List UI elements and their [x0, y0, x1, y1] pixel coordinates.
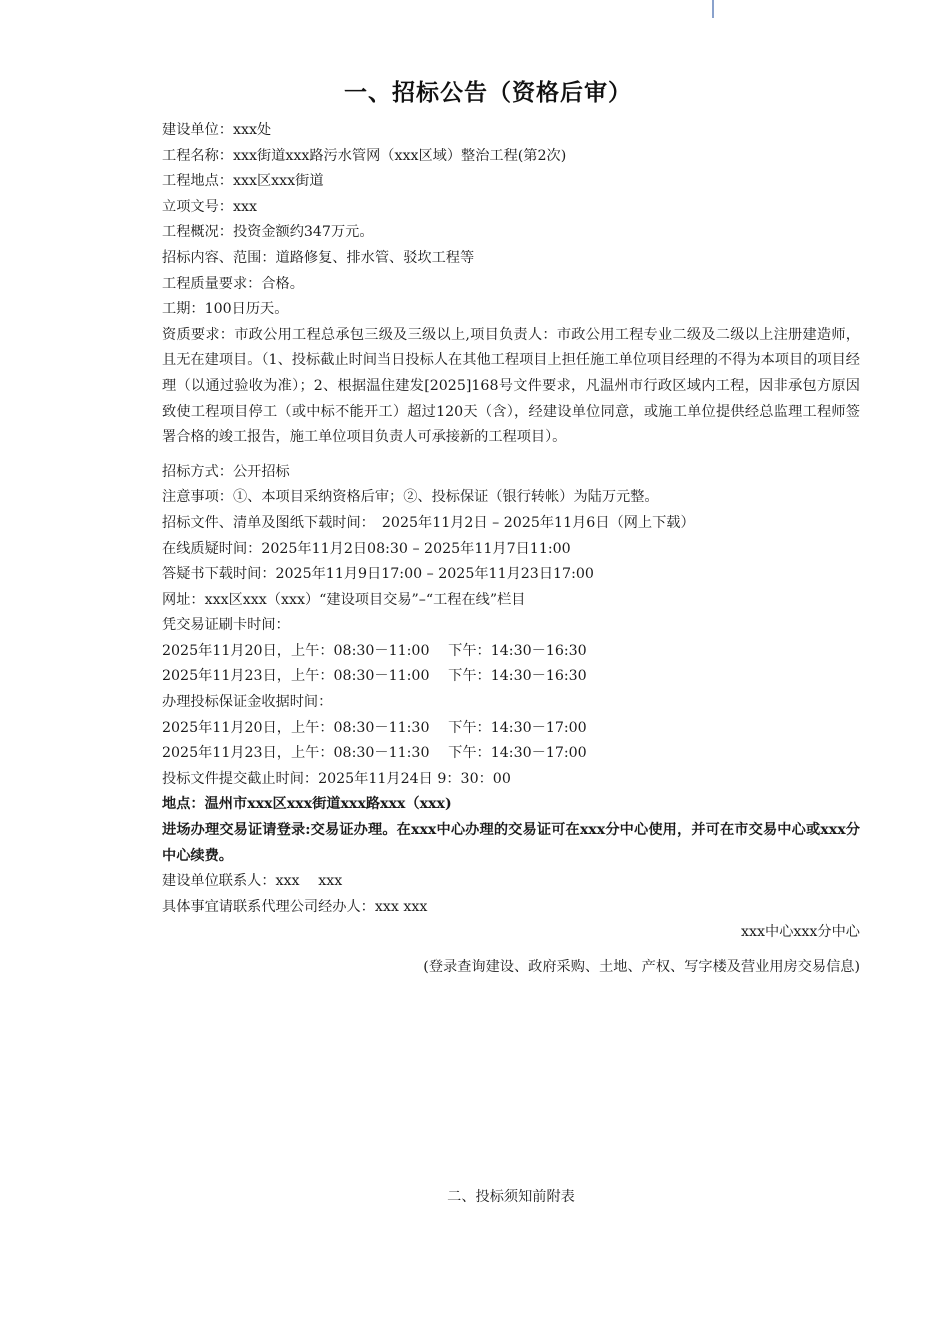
attention-notes: 注意事项：①、本项目采纳资格后审；②、投标保证（银行转帐）为陆万元整。 — [162, 489, 659, 506]
field-duration: 工期：100日历天。 — [162, 301, 289, 318]
next-section-heading: 二、投标须知前附表 — [447, 1189, 575, 1205]
field-tender-scope: 招标内容、范围：道路修复、排水管、驳坎工程等 — [162, 249, 475, 266]
construction-contact: 建设单位联系人：xxx xxx — [162, 873, 343, 890]
paragraph-spacer — [162, 451, 860, 460]
location-bold: 地点：温州市xxx区xxx街道xxx路xxx（xxx) — [162, 796, 452, 813]
field-construction-unit: 建设单位：xxx处 — [162, 122, 272, 138]
announcement-body — [162, 118, 860, 981]
issuer-signature: xxx中心xxx分中心 — [741, 924, 860, 941]
card-swipe-time-1: 2025年11月20日，上午：08:30－11:00 下午：14:30－16:30 — [162, 642, 587, 659]
qualification-paragraph: 资质要求：市政公用工程总承包三级及三级以上,项目负责人：市政公用工程专业二级及二级以上注册建造师，且无在建项目。（1、投标截止时间当日投标人在其他工程项目上担任施工单位项目经理的不得为本项目的项目经理（以通过验收为准）；2、根据温住建发[2025]168号文件要求，凡温州市行政区域内工程，因非承包方原因致使工程项目停工（或中标不能开工）超过120天（含），经建设单位同意，或施工单位提供经总监理工程师签署合格的竣工报告，施工单位项目负责人可承接新的工程项目）。 — [162, 326, 860, 446]
agency-contact: 具体事宜请联系代理公司经办人：xxx xxx — [162, 898, 428, 915]
text-cursor-marker — [712, 0, 714, 18]
query-note: (登录查询建设、政府采购、土地、产权、写字楼及营业用房交易信息) — [423, 959, 860, 975]
deposit-receipt-time-1: 2025年11月20日，上午：08:30－11:30 下午：14:30－17:00 — [162, 719, 587, 736]
field-project-overview: 工程概况：投资金额约347万元。 — [162, 224, 374, 241]
field-project-name: 工程名称：xxx街道xxx路污水管网（xxx区域）整治工程(第2次) — [162, 147, 567, 164]
field-quality-requirement: 工程质量要求：合格。 — [162, 275, 304, 292]
deposit-receipt-time-2: 2025年11月23日，上午：08:30－11:30 下午：14:30－17:00 — [162, 745, 587, 762]
bid-deadline: 投标文件提交截止时间：2025年11月24日 9：30：00 — [162, 770, 511, 787]
field-approval-number: 立项文号：xxx — [162, 198, 257, 215]
card-swipe-time-2: 2025年11月23日，上午：08:30－11:00 下午：14:30－16:30 — [162, 668, 587, 685]
online-query-period: 在线质疑时间：2025年11月2日08:30 – 2025年11月7日11:00 — [162, 540, 571, 557]
field-project-location: 工程地点：xxx区xxx街道 — [162, 173, 324, 190]
login-instruction-bold: 进场办理交易证请登录:交易证办理。在xxx中心办理的交易证可在xxx分中心使用，并可在市交易中心或xxx分中心续费。 — [162, 822, 860, 864]
card-swipe-heading: 凭交易证刷卡时间： — [162, 617, 290, 634]
tender-method: 招标方式：公开招标 — [162, 463, 290, 480]
deposit-receipt-heading: 办理投标保证金收据时间： — [162, 694, 333, 711]
download-period: 招标文件、清单及图纸下载时间： 2025年11月2日 – 2025年11月6日（网上下载） — [162, 514, 695, 531]
answer-download-period: 答疑书下载时间：2025年11月9日17:00 – 2025年11月23日17:00 — [162, 566, 594, 583]
announcement-title: 一、招标公告（资格后审） — [344, 79, 632, 106]
website-info: 网址：xxx区xxx（xxx）“建设项目交易”–“工程在线”栏目 — [162, 591, 526, 608]
